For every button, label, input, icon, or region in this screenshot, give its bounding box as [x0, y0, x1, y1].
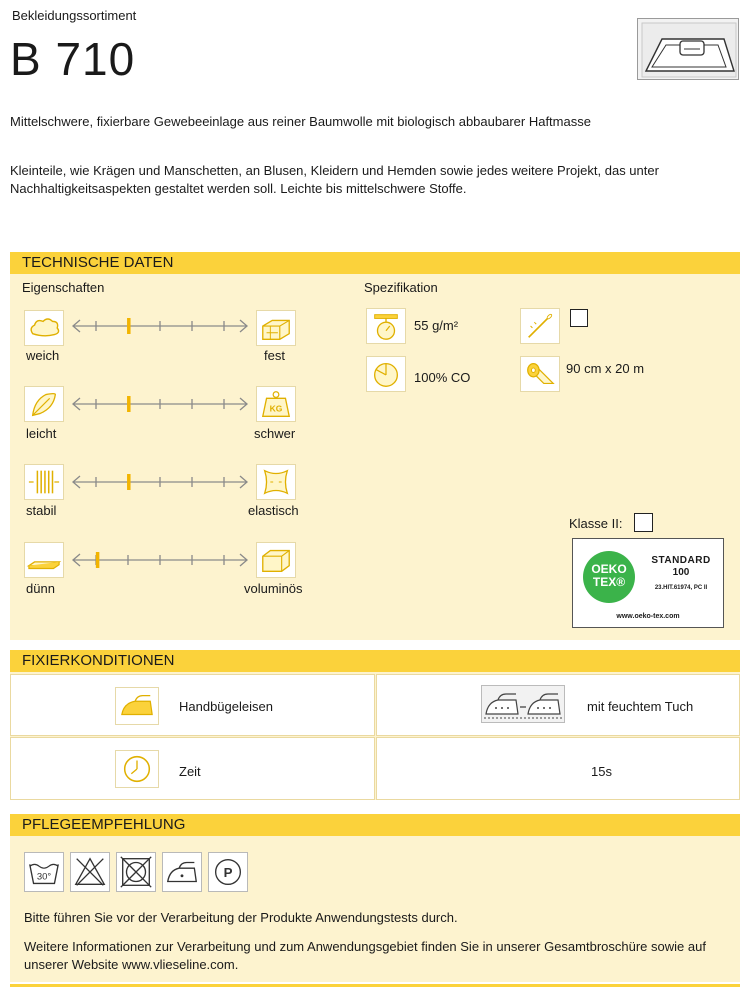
scale-weich-fest: [70, 318, 250, 334]
range-label: Bekleidungssortiment: [12, 8, 137, 23]
clock-icon: [115, 750, 159, 788]
class-checkbox[interactable]: [634, 513, 653, 532]
stable-fabric-icon: [24, 464, 64, 500]
oeko-url: www.oeko-tex.com: [616, 613, 680, 620]
oeko-logo-line2: TEX®: [592, 575, 626, 589]
svg-text:P: P: [223, 864, 233, 880]
needle-checkbox[interactable]: [570, 309, 588, 327]
damp-cloth-label: mit feuchtem Tuch: [587, 699, 694, 714]
oeko-tex-label: [572, 538, 724, 628]
fusible-category-icon: [637, 18, 739, 80]
scale-2-left-label: leicht: [26, 426, 57, 441]
no-bleach-icon: [70, 852, 110, 892]
needle-icon: [520, 308, 560, 344]
care-section: [10, 814, 740, 982]
care-note-tests: Bitte führen Sie vor der Verarbeitung der Produkte Anwendungstests durch.: [24, 910, 458, 925]
oeko-logo-line1: OEKO: [591, 562, 627, 576]
volume-block-icon: [256, 542, 296, 578]
specification-label: Spezifikation: [364, 280, 438, 295]
iron-damp-cloth-icon: [481, 685, 565, 723]
scale-4-left-label: dünn: [26, 581, 55, 596]
properties-label: Eigenschaften: [22, 280, 105, 295]
scale-2-right-label: schwer: [254, 426, 296, 441]
oeko-tex-logo: [583, 551, 635, 603]
technical-data-heading: TECHNISCHE DATEN: [10, 252, 740, 274]
dry-clean-p-icon: [208, 852, 248, 892]
iron-low-icon: [162, 852, 202, 892]
hand-iron-icon: [115, 687, 159, 725]
brick-icon: [256, 310, 296, 346]
fixing-conditions-section: [10, 650, 740, 800]
composition-value: 100% CO: [414, 370, 471, 385]
composition-pie-icon: [366, 356, 406, 392]
scale-3-right-label: elastisch: [248, 503, 299, 518]
scale-4-right-label: voluminös: [244, 581, 303, 596]
no-tumble-dry-icon: [116, 852, 156, 892]
care-note-info: Weitere Informationen zur Verarbeitung und zum Anwendungsgebiet finden Sie in unserer Gesamtbroschüre sowie auf unserer Website www.vlieseline.com.: [24, 939, 706, 972]
scale-duenn-voluminoes: [70, 552, 250, 568]
svg-text:KG: KG: [269, 403, 283, 414]
scale-weight-icon: [366, 308, 406, 344]
time-label: Zeit: [179, 764, 201, 779]
technical-data-section: [10, 252, 740, 640]
roll-icon: [520, 356, 560, 392]
fixing-cell-time-value: [376, 737, 740, 800]
bottom-rule: [10, 984, 740, 987]
fixing-conditions-heading: FIXIERKONDITIONEN: [10, 650, 740, 672]
wash-30-icon: [24, 852, 64, 892]
oeko-standard: STANDARD: [651, 555, 711, 566]
fixing-cell-time: [10, 737, 375, 800]
oeko-cert-number: 23.HIT.61974, PC II: [654, 585, 708, 591]
oeko-number: 100: [672, 567, 690, 578]
cloud-icon: [24, 310, 64, 346]
roll-size-value: 90 cm x 20 m: [566, 361, 645, 376]
scale-stabil-elastisch: [70, 474, 250, 490]
product-title: B 710: [10, 33, 136, 85]
feather-icon: [24, 386, 64, 422]
usage-description: Kleinteile, wie Krägen und Manschetten, an Blusen, Kleidern und Hemden sowie jedes weitere Projekt, das unter Nachhaltigkeitsaspekten gestaltet werden soll. Leichte bis mittelschwere Stoffe.: [10, 163, 659, 196]
time-value: 15s: [591, 764, 612, 779]
class-label: Klasse II:: [569, 516, 623, 531]
hand-iron-label: Handbügeleisen: [179, 699, 273, 714]
scale-3-left-label: stabil: [26, 503, 57, 518]
elastic-fabric-icon: [256, 464, 296, 500]
weight-value: 55 g/m²: [414, 318, 459, 333]
wash-temperature: 30°: [36, 871, 52, 883]
scale-1-right-label: fest: [264, 348, 285, 363]
scale-leicht-schwer: [70, 396, 250, 412]
fixing-cell-cloth: [376, 674, 740, 736]
fixing-cell-iron: [10, 674, 375, 736]
product-description: Mittelschwere, fixierbare Gewebeeinlage aus reiner Baumwolle mit biologisch abbaubarer Haftmasse: [10, 114, 591, 129]
scale-1-left-label: weich: [26, 348, 60, 363]
thin-layer-icon: [24, 542, 64, 578]
care-heading: PFLEGEEMPFEHLUNG: [10, 814, 740, 836]
kg-weight-icon: [256, 386, 296, 422]
